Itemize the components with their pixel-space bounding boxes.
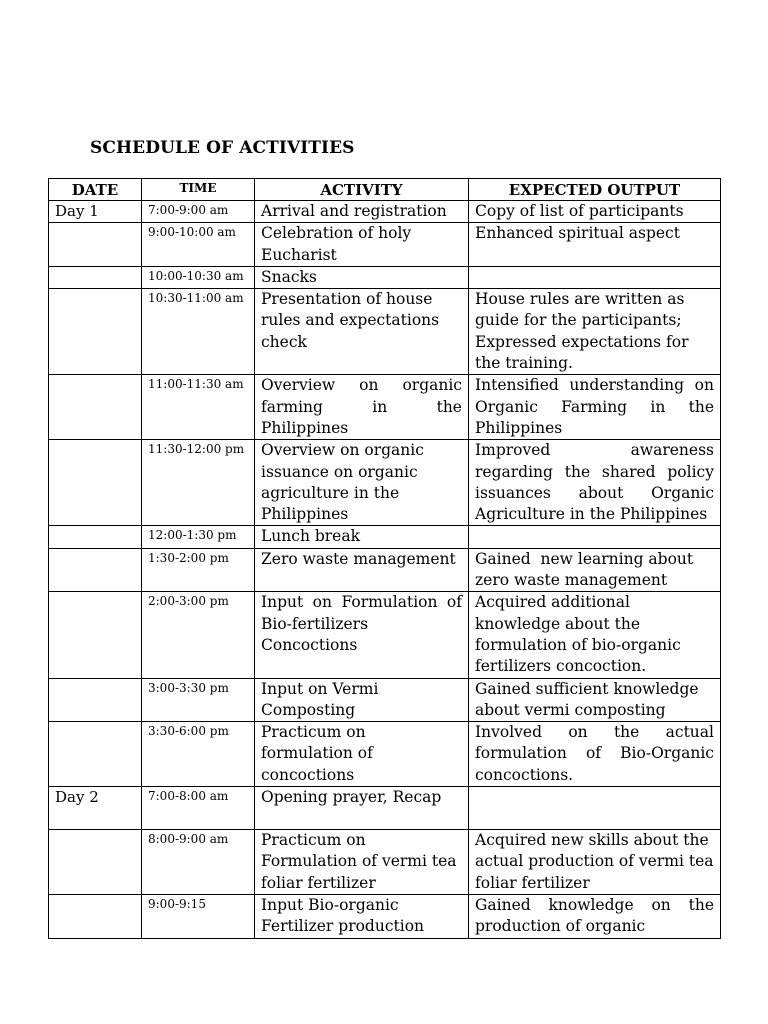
time-cell: 3:30-6:00 pm — [142, 722, 255, 787]
time-cell: 12:00-1:30 pm — [142, 526, 255, 548]
output-cell — [469, 787, 721, 830]
output-cell: Intensified understanding on Organic Farming in the Philippines — [469, 375, 721, 440]
activity-cell: Arrival and registration — [255, 201, 469, 223]
date-cell: Day 1 — [49, 201, 142, 223]
activity-cell: Presentation of house rules and expectations check — [255, 289, 469, 375]
date-cell — [49, 440, 142, 526]
date-cell — [49, 548, 142, 592]
table-row — [49, 678, 721, 722]
header-time: TIME — [142, 179, 255, 201]
output-cell: Gained sufficient knowledge about vermi composting — [469, 678, 721, 722]
table-row — [49, 375, 721, 440]
activity-cell: Opening prayer, Recap — [255, 787, 469, 830]
date-cell: Day 2 — [49, 787, 142, 830]
output-cell: House rules are written as guide for the participants; Expressed expectations for the training. — [469, 289, 721, 375]
output-cell — [469, 266, 721, 288]
output-cell: Gained new learning about zero waste management — [469, 548, 721, 592]
table-row — [49, 787, 721, 830]
time-cell: 9:00-10:00 am — [142, 223, 255, 267]
activity-cell: Zero waste management — [255, 548, 469, 592]
table-row — [49, 722, 721, 787]
table-row — [49, 440, 721, 526]
time-cell: 11:30-12:00 pm — [142, 440, 255, 526]
activity-cell: Practicum on Formulation of vermi tea foliar fertilizer — [255, 830, 469, 895]
header-activity: ACTIVITY — [255, 179, 469, 201]
time-cell: 3:00-3:30 pm — [142, 678, 255, 722]
date-cell — [49, 375, 142, 440]
output-cell: Involved on the actual formulation of Bio-Organic concoctions. — [469, 722, 721, 787]
output-cell: Enhanced spiritual aspect — [469, 223, 721, 267]
time-cell: 8:00-9:00 am — [142, 830, 255, 895]
activity-cell: Input Bio-organic Fertilizer production — [255, 894, 469, 938]
table-row — [49, 592, 721, 678]
date-cell — [49, 894, 142, 938]
time-cell: 2:00-3:00 pm — [142, 592, 255, 678]
table-row — [49, 830, 721, 895]
output-cell: Acquired additional knowledge about the formulation of bio-organic fertilizers concoction. — [469, 592, 721, 678]
table-row — [49, 223, 721, 267]
header-date: DATE — [49, 179, 142, 201]
activity-cell: Input on Vermi Composting — [255, 678, 469, 722]
time-cell: 7:00-9:00 am — [142, 201, 255, 223]
time-cell: 10:00-10:30 am — [142, 266, 255, 288]
activity-cell: Practicum on formulation of concoctions — [255, 722, 469, 787]
schedule-table — [48, 178, 721, 939]
time-cell: 1:30-2:00 pm — [142, 548, 255, 592]
time-cell: 11:00-11:30 am — [142, 375, 255, 440]
date-cell — [49, 289, 142, 375]
table-row — [49, 548, 721, 592]
header-row — [49, 179, 721, 201]
date-cell — [49, 722, 142, 787]
output-cell: Improved awareness regarding the shared policy issuances about Organic Agriculture in the Philippines — [469, 440, 721, 526]
activity-cell: Overview on organic farming in the Philippines — [255, 375, 469, 440]
date-cell — [49, 592, 142, 678]
time-cell: 7:00-8:00 am — [142, 787, 255, 830]
document-title: SCHEDULE OF ACTIVITIES — [90, 138, 355, 158]
date-cell — [49, 830, 142, 895]
time-cell: 10:30-11:00 am — [142, 289, 255, 375]
activity-cell: Overview on organic issuance on organic agriculture in the Philippines — [255, 440, 469, 526]
activity-cell: Snacks — [255, 266, 469, 288]
date-cell — [49, 678, 142, 722]
table-row — [49, 894, 721, 938]
activity-cell: Lunch break — [255, 526, 469, 548]
output-cell: Copy of list of participants — [469, 201, 721, 223]
output-cell: Gained knowledge on the production of organic — [469, 894, 721, 938]
output-cell — [469, 526, 721, 548]
time-cell: 9:00-9:15 — [142, 894, 255, 938]
activity-cell: Celebration of holy Eucharist — [255, 223, 469, 267]
table-row — [49, 201, 721, 223]
header-output: EXPECTED OUTPUT — [469, 179, 721, 201]
date-cell — [49, 223, 142, 267]
date-cell — [49, 526, 142, 548]
output-cell: Acquired new skills about the actual production of vermi tea foliar fertilizer — [469, 830, 721, 895]
activity-cell: Input on Formulation of Bio-fertilizers Concoctions — [255, 592, 469, 678]
date-cell — [49, 266, 142, 288]
table-row — [49, 266, 721, 288]
table-row — [49, 289, 721, 375]
table-row — [49, 526, 721, 548]
